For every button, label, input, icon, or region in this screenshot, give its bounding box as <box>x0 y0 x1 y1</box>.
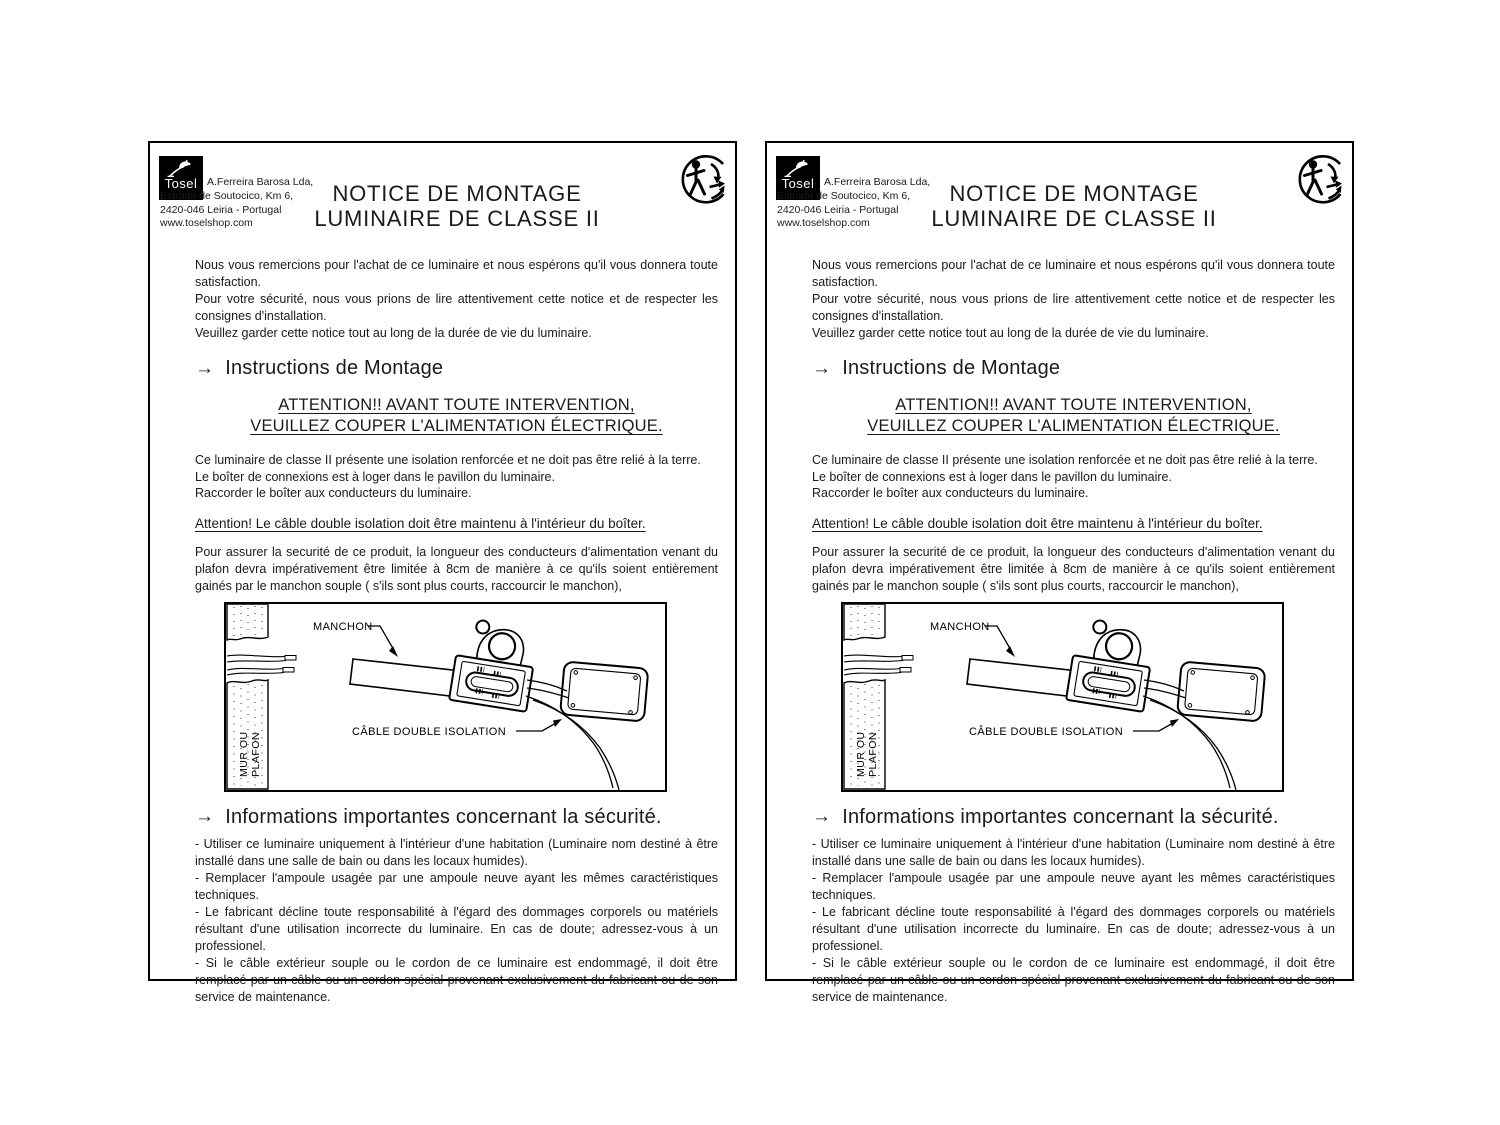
class2-line: Raccorder le boîter aux conducteurs du luminaire. <box>812 486 1089 500</box>
intro-paragraph: Nous vous remercions pour l'achat de ce luminaire et nous espérons qu'il vous donnera toute satisfaction. <box>195 258 718 289</box>
company-address-line1: Estrada de Soutocico, Km 6, <box>160 190 294 202</box>
triman-recycling-icon <box>679 153 731 205</box>
safety-heading <box>812 806 1335 829</box>
arrow-bullet-icon: → <box>195 806 215 827</box>
safety-item: - Si le câble extérieur souple ou le cordon de ce luminaire est endommagé, il doit être remplacé par un câble ou un cordon spécial provenant exclusivement du fabricant ou de son service de maintenance. <box>195 955 718 1004</box>
safety-item-list <box>812 836 1335 1006</box>
safety-heading-label: Informations importantes concernant la sécurité. <box>225 805 662 828</box>
wall-label-line2: PLAFON <box>867 731 879 777</box>
arrow-bullet-icon: → <box>812 806 832 827</box>
intro-paragraph: Veuillez garder cette notice tout au long de la durée de vie du luminaire. <box>812 326 1209 340</box>
title-line-1: NOTICE DE MONTAGE <box>332 181 582 206</box>
safety-item: - Si le câble extérieur souple ou le cordon de ce luminaire est endommagé, il doit être remplacé par un câble ou un cordon spécial provenant exclusivement du fabricant ou de son service de maintenance. <box>812 955 1335 1004</box>
notice-page <box>765 141 1354 1004</box>
lamp-icon <box>166 159 196 177</box>
safety-item: - Le fabricant décline toute responsabilité à l'égard des dommages corporels ou matériels résultant d'une utilisation incorrecte du luminaire. En cas de doute; adressez-vous à un professionel. <box>812 904 1335 953</box>
company-name: A.Ferreira Barosa Lda, <box>207 176 314 188</box>
title-line-2: LUMINAIRE DE CLASSE II <box>931 206 1217 231</box>
connection-block <box>1066 617 1156 712</box>
intro-paragraph: Veuillez garder cette notice tout au long de la durée de vie du luminaire. <box>195 326 592 340</box>
title-line-1: NOTICE DE MONTAGE <box>949 181 1199 206</box>
manchon-sleeve <box>350 659 461 697</box>
conductor-length-note: Pour assurer la securité de ce produit, la longueur des conducteurs d'alimentation venant du plafon devra impérativement être limitée à 8cm de manière à ce qu'ils soient entièrement gainés par le manchon souple ( s'ils sont plus courts, raccourcir le manchon), <box>195 544 718 593</box>
arrow-bullet-icon: → <box>812 357 832 379</box>
class2-line: Raccorder le boîter aux conducteurs du luminaire. <box>195 486 472 500</box>
safety-heading <box>195 806 718 829</box>
document-title <box>924 181 1224 231</box>
montage-heading-label: Instructions de Montage <box>225 357 444 379</box>
class2-line: Ce luminaire de classe II présente une isolation renforcée et ne doit pas être relié à la terre. <box>812 453 1318 467</box>
manchon-arrowhead <box>1006 646 1015 657</box>
warning-line-2: VEUILLEZ COUPER L'ALIMENTATION ÉLECTRIQUE. <box>867 417 1280 435</box>
montage-heading <box>812 357 1335 380</box>
supply-wires <box>844 655 913 675</box>
installation-diagram <box>224 602 667 792</box>
page-content <box>812 257 1335 1006</box>
installation-diagram <box>841 602 1284 792</box>
manchon-sleeve <box>967 659 1078 697</box>
class2-notes <box>812 452 1335 502</box>
connection-block <box>449 617 539 712</box>
page-content <box>195 257 718 1006</box>
page-header <box>767 143 1352 257</box>
cable-arrowhead <box>1170 719 1179 727</box>
warning-banner <box>812 395 1335 437</box>
company-address <box>777 190 910 231</box>
installation-diagram-drawing <box>843 604 1282 790</box>
montage-heading-label: Instructions de Montage <box>842 357 1061 379</box>
class2-line: Ce luminaire de classe II présente une isolation renforcée et ne doit pas être relié à la terre. <box>195 453 701 467</box>
arrow-bullet-icon: → <box>195 357 215 379</box>
intro-text <box>195 257 718 342</box>
cable-label: CÂBLE DOUBLE ISOLATION <box>352 725 507 738</box>
document-title <box>307 181 607 231</box>
brand-name: Tosel <box>164 176 198 191</box>
safety-item: - Le fabricant décline toute responsabilité à l'égard des dommages corporels ou matériels résultant d'une utilisation incorrecte du luminaire. En cas de doute; adressez-vous à un professionel. <box>195 904 718 953</box>
lamp-icon <box>783 159 813 177</box>
safety-item: - Utiliser ce luminaire uniquement à l'intérieur d'une habitation (Luminaire nom destiné à être installé dans une salle de bain ou dans les locaux humides). <box>195 836 718 868</box>
warning-line-1: ATTENTION!! AVANT TOUTE INTERVENTION, <box>278 396 635 414</box>
company-address <box>160 190 293 231</box>
warning-line-1: ATTENTION!! AVANT TOUTE INTERVENTION, <box>895 396 1252 414</box>
cable-attention-note: Attention! Le câble double isolation doit être maintenu à l'intérieur du boîter. <box>195 515 646 531</box>
class2-line: Le boîter de connexions est à loger dans le pavillon du luminaire. <box>812 469 1172 484</box>
safety-item-list <box>195 836 718 1006</box>
cable-arrowhead <box>553 719 562 727</box>
wall-label-line1: MUR OU <box>855 730 867 777</box>
class2-line: Le boîter de connexions est à loger dans le pavillon du luminaire. <box>195 469 555 484</box>
wall-label-line2: PLAFON <box>250 731 262 777</box>
company-address-line2: 2420-046 Leiria - Portugal <box>777 203 899 216</box>
conductor-length-note: Pour assurer la securité de ce produit, la longueur des conducteurs d'alimentation venant du plafon devra impérativement être limitée à 8cm de manière à ce qu'ils soient entièrement gainés par le manchon souple ( s'ils sont plus courts, raccourcir le manchon), <box>812 544 1335 593</box>
brand-name: Tosel <box>781 176 815 191</box>
wall-section <box>844 604 885 789</box>
class2-notes <box>195 452 718 502</box>
safety-heading-label: Informations importantes concernant la sécurité. <box>842 805 1279 828</box>
safety-item: - Utiliser ce luminaire uniquement à l'intérieur d'une habitation (Luminaire nom destiné à être installé dans une salle de bain ou dans les locaux humides). <box>812 836 1335 868</box>
company-website: www.toselshop.com <box>777 217 870 229</box>
company-website: www.toselshop.com <box>160 217 253 229</box>
warning-banner <box>195 395 718 437</box>
company-address-line2: 2420-046 Leiria - Portugal <box>160 203 282 216</box>
intro-text <box>812 257 1335 342</box>
cover-box <box>1177 661 1265 721</box>
manchon-arrowhead <box>389 646 398 657</box>
wall-section <box>227 604 268 789</box>
cable-label: CÂBLE DOUBLE ISOLATION <box>969 725 1124 738</box>
intro-paragraph: Nous vous remercions pour l'achat de ce luminaire et nous espérons qu'il vous donnera toute satisfaction. <box>812 258 1335 289</box>
notice-page <box>148 141 737 1004</box>
manchon-label: MANCHON <box>930 620 990 633</box>
warning-line-2: VEUILLEZ COUPER L'ALIMENTATION ÉLECTRIQUE. <box>250 417 663 435</box>
montage-heading <box>195 357 718 380</box>
page-header <box>150 143 735 257</box>
intro-paragraph: Pour votre sécurité, nous vous prions de lire attentivement cette notice et de respecter les consignes d'installation. <box>812 292 1335 323</box>
company-name: A.Ferreira Barosa Lda, <box>824 176 931 188</box>
safety-item: - Remplacer l'ampoule usagée par une ampoule neuve ayant les mêmes caractéristiques techniques. <box>195 870 718 902</box>
wall-label-line1: MUR OU <box>238 730 250 777</box>
supply-wires <box>227 655 296 675</box>
intro-paragraph: Pour votre sécurité, nous vous prions de lire attentivement cette notice et de respecter les consignes d'installation. <box>195 292 718 323</box>
safety-item: - Remplacer l'ampoule usagée par une ampoule neuve ayant les mêmes caractéristiques techniques. <box>812 870 1335 902</box>
title-line-2: LUMINAIRE DE CLASSE II <box>314 206 600 231</box>
cable-attention-note: Attention! Le câble double isolation doit être maintenu à l'intérieur du boîter. <box>812 515 1263 531</box>
manchon-label: MANCHON <box>313 620 373 633</box>
installation-diagram-drawing <box>226 604 665 790</box>
cover-box <box>560 661 648 721</box>
company-address-line1: Estrada de Soutocico, Km 6, <box>777 190 911 202</box>
triman-recycling-icon <box>1296 153 1348 205</box>
